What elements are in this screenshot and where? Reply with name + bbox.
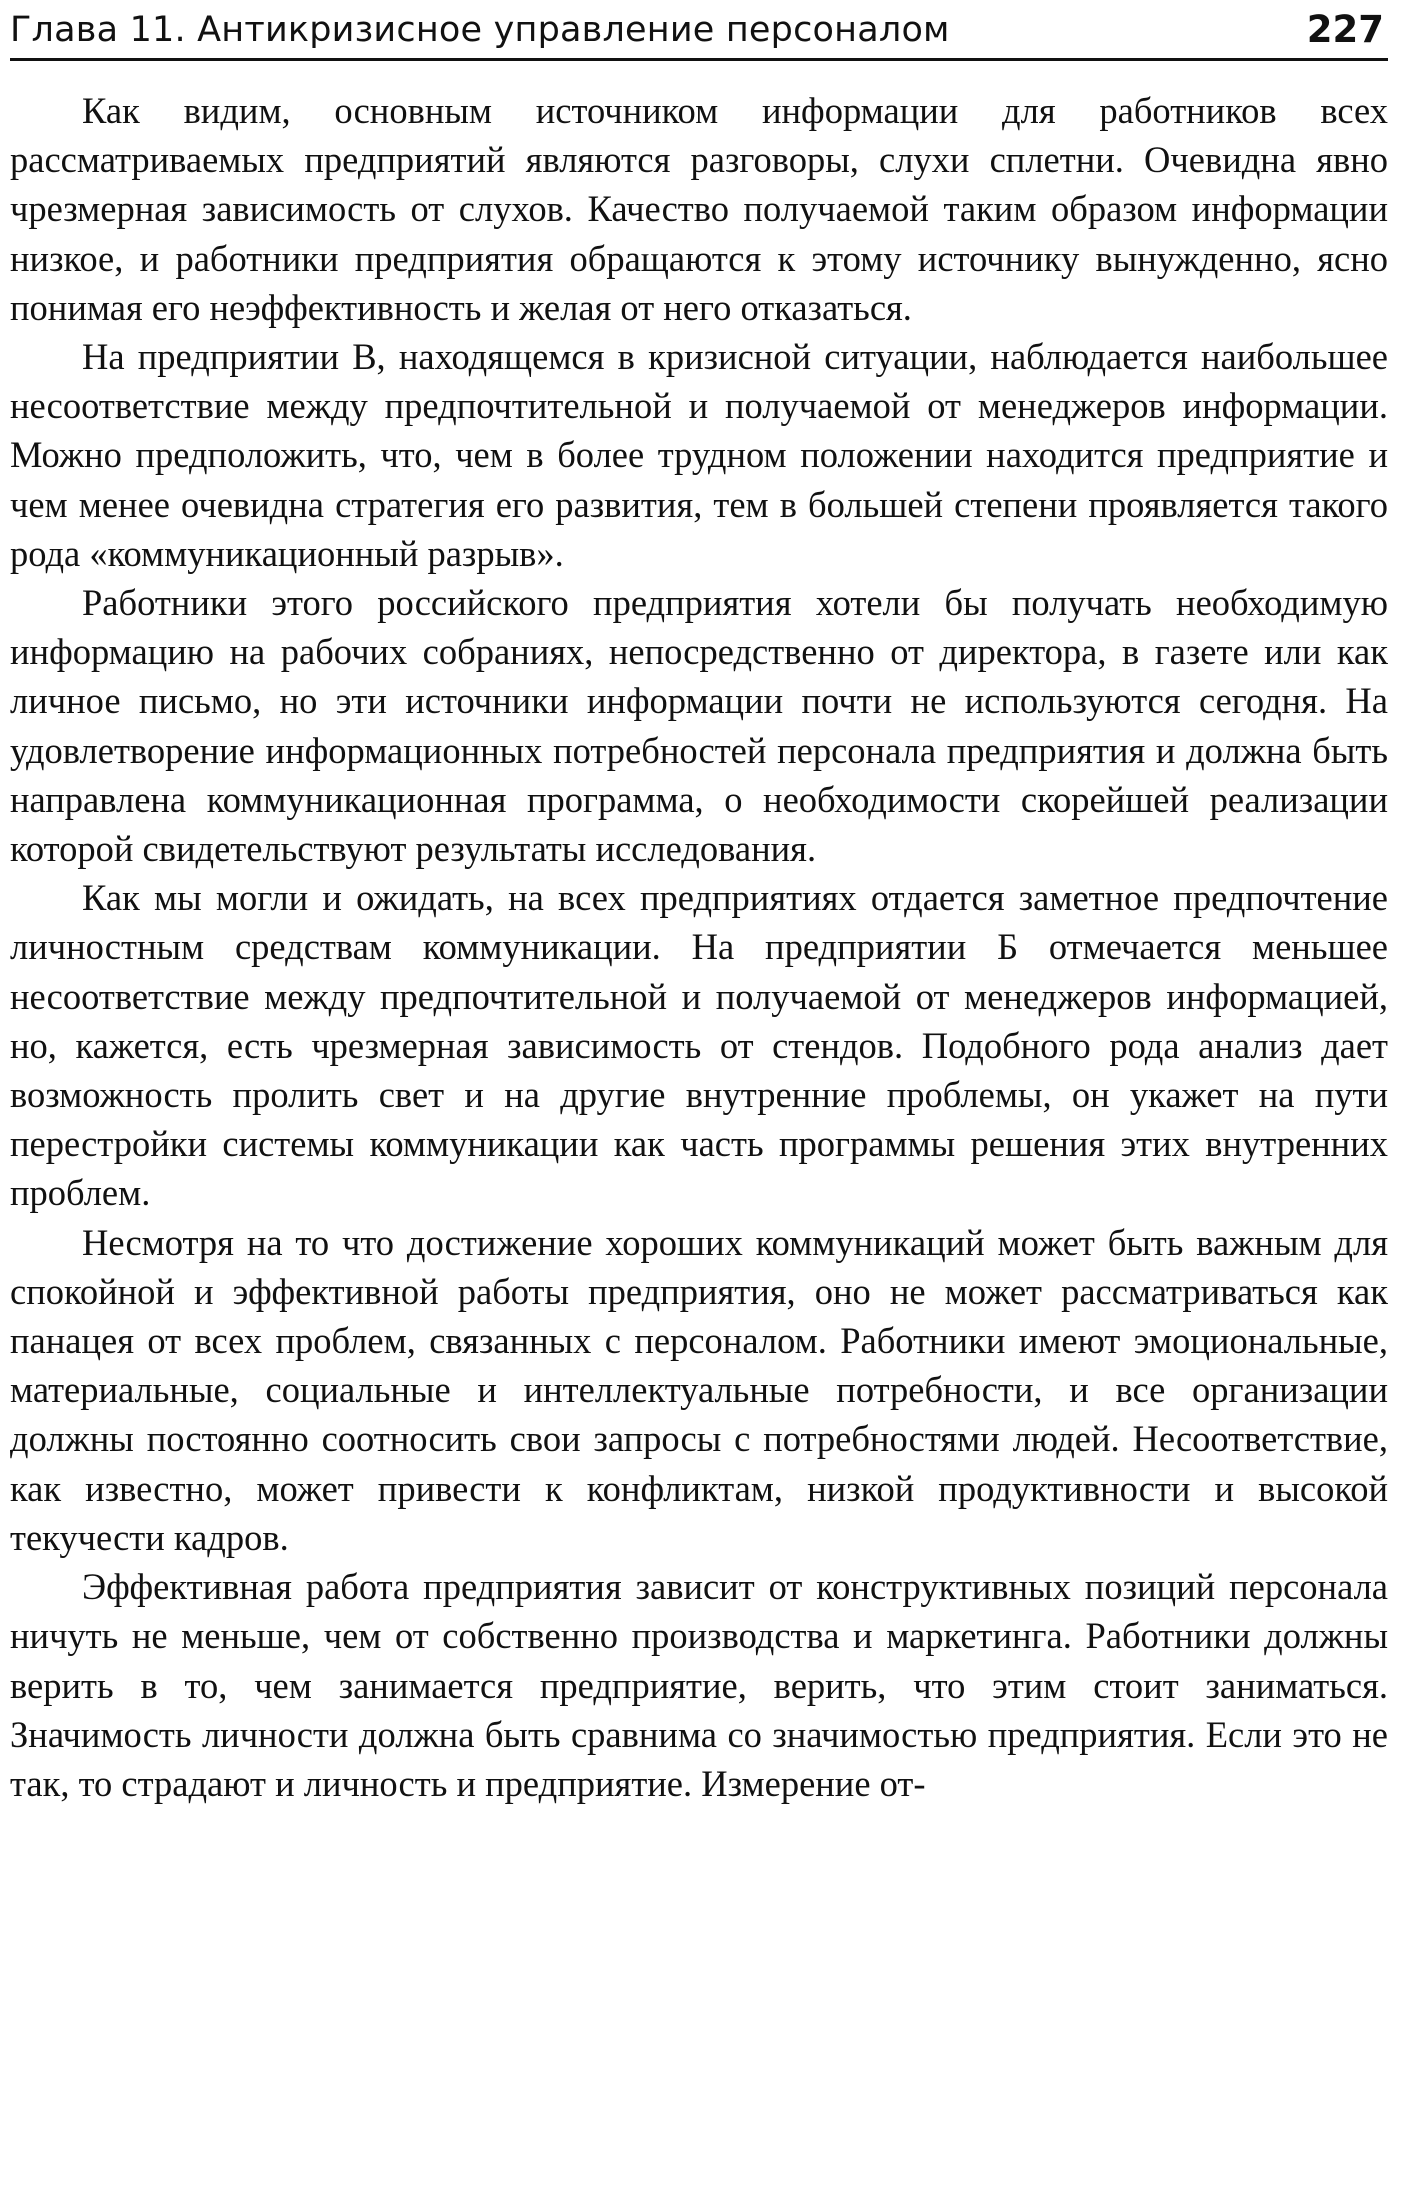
paragraph: Несмотря на то что достижение хороших коммуникаций может быть важным для спокойной и эффективной работы предприятия, оно не может рассматриваться как панацея от всех проблем, связанных с персоналом. Работники имеют эмоциональные, материальные, социальные и интеллектуальные потребности, и все организации должны постоянно соотносить свои запросы с потребностями людей. Несоответствие, как известно, может привести к конфликтам, низкой продуктивности и высокой текучести кадров. [10,1221,1388,1558]
running-header [10,6,1388,61]
paragraph: Как видим, основным источником информации для работников всех рассматриваемых предприятий являются разговоры, слухи сплетни. Очевидна явно чрезмерная зависимость от слухов. Качество получаемой таким образом информации низкое, и работники предприятия обращаются к этому источнику вынужденно, ясно понимая его неэффективность и желая от него отказаться. [10,90,1388,328]
paragraph: На предприятии В, находящемся в кризисной ситуации, наблюдается наибольшее несоответствие между предпочтительной и получаемой от менеджеров информации. Можно предположить, что, чем в более трудном положении находится предприятие и чем менее очевидна стратегия его развития, тем в большей степени проявляется такого рода «коммуникационный разрыв». [10,336,1388,574]
page-number: 227 [1306,8,1384,51]
paragraph: Работники этого российского предприятия хотели бы получать необходимую информацию на рабочих собраниях, непосредственно от директора, в газете или как личное письмо, но эти источники информации почти не используются сегодня. На удовлетворение информационных потребностей персонала предприятия и должна быть направлена коммуникационная программа, о необходимости скорейшей реализации которой свидетельствуют результаты исследования. [10,582,1388,870]
paragraph: Эффективная работа предприятия зависит от конструктивных позиций персонала ничуть не меньше, чем от собственно производства и маркетинга. Работники должны верить в то, чем занимается предприятие, верить, что этим стоит заниматься. Значимость личности должна быть сравнима со значимостью предприятия. Если это не так, то страдают и личность и предприятие. Измерение от- [10,1566,1388,1804]
paragraph: Как мы могли и ожидать, на всех предприятиях отдается заметное предпочтение личностным средствам коммуникации. На предприятии Б отмечается меньшее несоответствие между предпочтительной и получаемой от менеджеров информацией, но, кажется, есть чрезмерная зависимость от стендов. Подобного рода анализ дает возможность пролить свет и на другие внутренние проблемы, он укажет на пути перестройки системы коммуникации как часть программы решения этих внутренних проблем. [10,877,1388,1214]
book-page [10,0,1388,2194]
body-text [10,86,1388,1808]
chapter-title: Глава 11. Антикризисное управление персоналом [10,10,950,50]
